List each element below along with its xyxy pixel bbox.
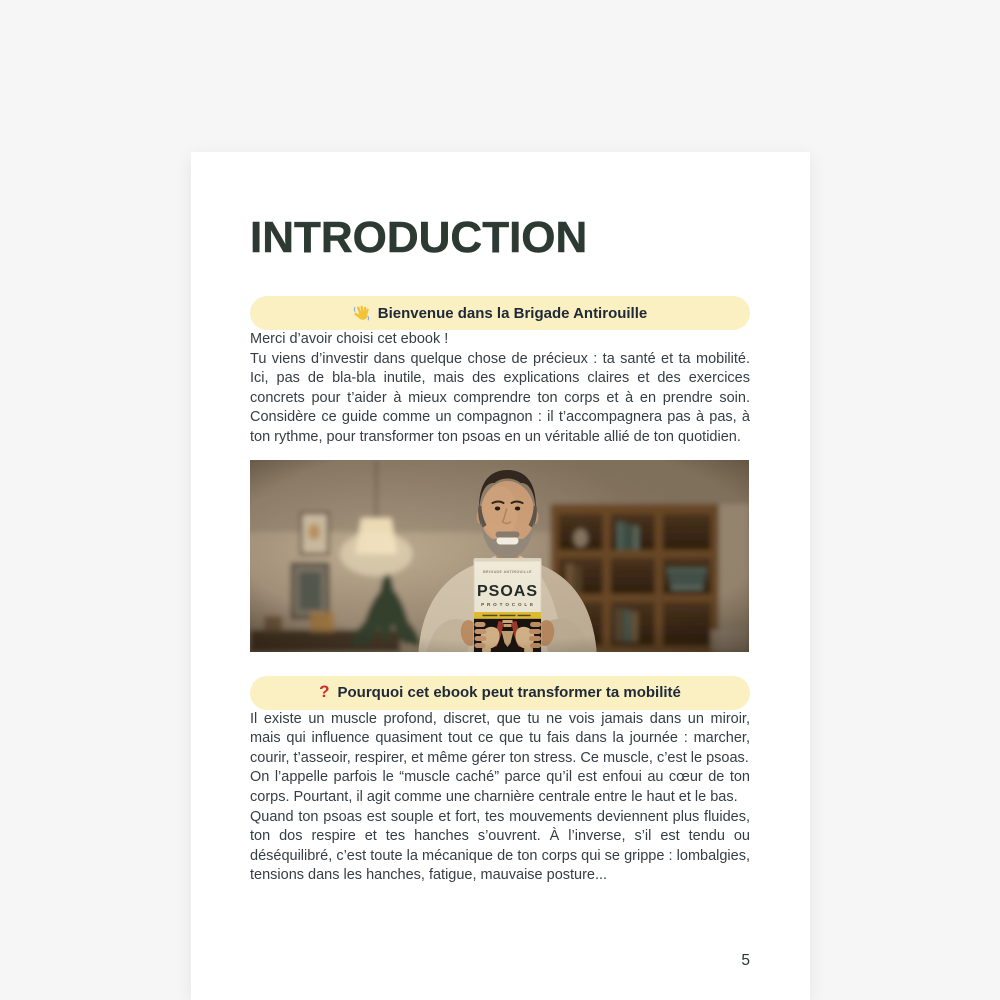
page-title: INTRODUCTION — [250, 213, 588, 262]
why-paragraph-muscle: Il existe un muscle profond, discret, que tu ne vois jamais dans un miroir, mais qui influence quasiment tout ce que tu fais dans la journée : marcher, courir, t’asseoir, respirer, et même gérer ton stress. Ce muscle, c’est le psoas. — [250, 710, 750, 766]
why-banner — [250, 676, 750, 710]
why-paragraph-hidden: On l’appelle parfois le “muscle caché” parce qu’il est enfoui au cœur de ton corps. Pourtant, il agit comme une charnière centrale entre le haut et le bas. — [250, 769, 750, 805]
why-banner-label: Pourquoi cet ebook peut transformer ta mobilité — [337, 684, 681, 702]
intro-paragraph-thanks: Merci d’avoir choisi cet ebook ! — [250, 331, 449, 347]
author-photo — [250, 460, 749, 652]
welcome-banner — [250, 296, 750, 330]
red-question-mark-emoji: ? — [319, 682, 330, 702]
waving-hand-emoji-icon — [353, 305, 370, 322]
document-page-card — [191, 152, 810, 1000]
page-number: 5 — [741, 952, 750, 969]
welcome-banner-label: Bienvenue dans la Brigade Antirouille — [377, 304, 648, 322]
why-paragraph-supple: Quand ton psoas est souple et fort, tes mouvements deviennent plus fluides, ton dos respire et tes hanches s’ouvrent. À l’inverse, s’il est tendu ou déséquilibré, c’est toute la mécanique de ton corps qui se grippe : lombalgies, tensions dans les hanches, fatigue, mauvaise posture... — [250, 808, 750, 884]
intro-paragraph-invest: Tu viens d’investir dans quelque chose de précieux : ta santé et ta mobilité. Ici, pas de bla-bla inutile, mais des explications claires et des exercices concrets pour t’aider à mieux comprendre ton corps et à en prendre soin. Considère ce guide comme un compagnon : il t’accompagnera pas à pas, à ton rythme, pour transformer ton psoas en un véritable allié de ton quotidien. — [250, 350, 750, 445]
